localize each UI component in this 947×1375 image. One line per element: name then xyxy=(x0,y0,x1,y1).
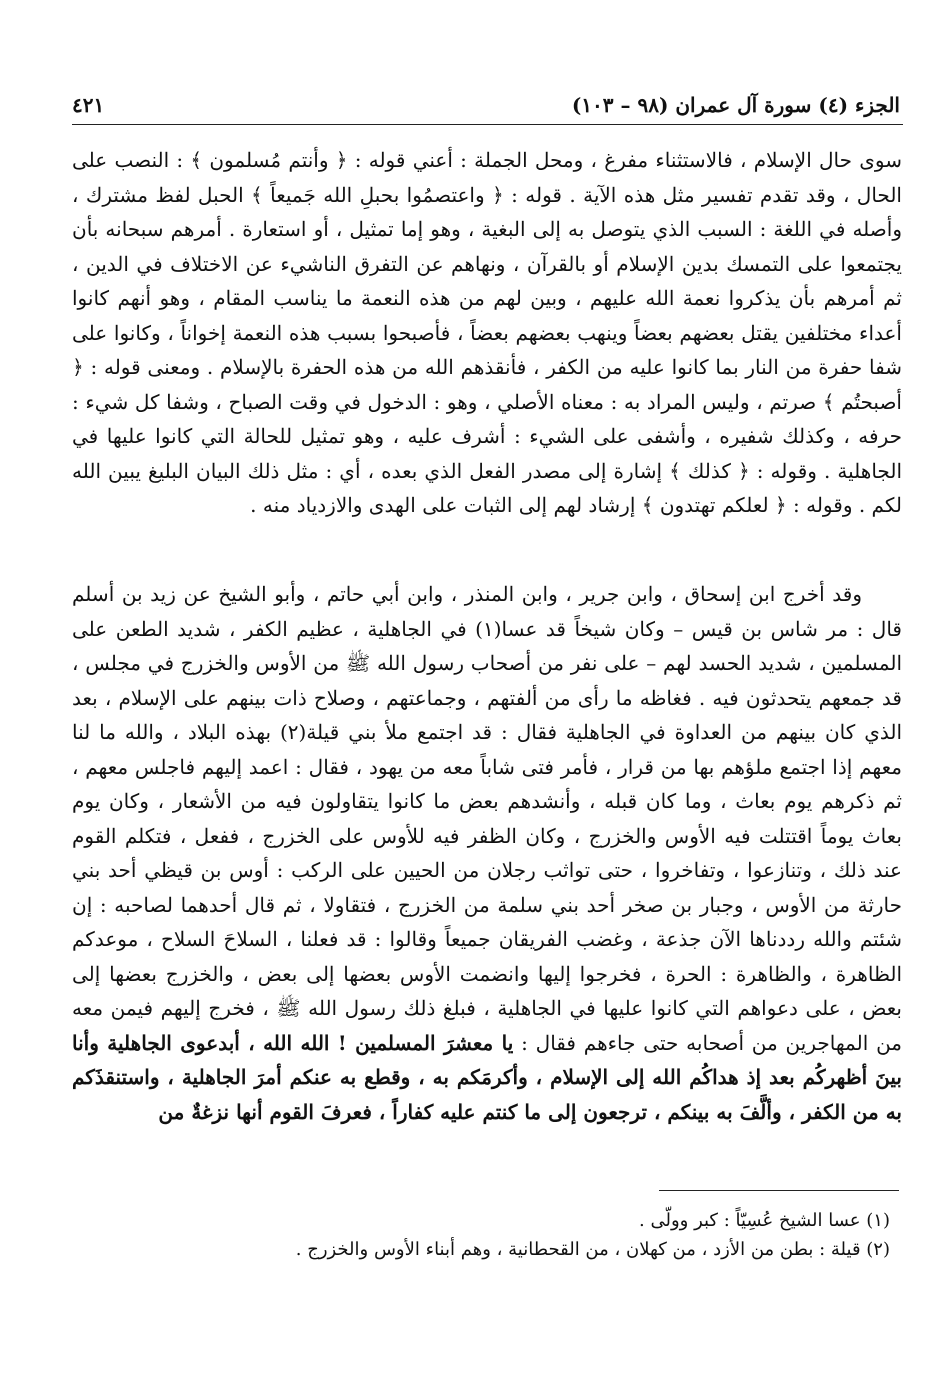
prophet-speech-bold: يا معشرَ المسلمين ! الله الله ، أبدعوى الجاهلية وأنا بينَ أظهركُم بعد إذ هداكُم الله إلى الإسلام ، وأكرمَكم به ، وقطع به عنكم أمرَ الجاهلية ، واستنقذَكم به من الكفر ، وألَّفَ به بينكم ، ترجعون إلى ما كنتم عليه كفاراً ، فعرفَ القوم أنها نزغةٌ من xyxy=(72,1030,902,1124)
footnotes xyxy=(72,1206,890,1264)
footnote-divider xyxy=(659,1190,899,1191)
paragraph-2-text: وقد أخرج ابن إسحاق ، وابن جرير ، وابن المنذر ، وابن أبي حاتم ، وأبو الشيخ عن زيد بن أسلم قال : مر شاس بن قيس – وكان شيخاً قد عسا(١) في الجاهلية ، عظيم الكفر ، شديد الطعن على المسلمين ، شديد الحسد لهم – على نفر من أصحاب رسول الله ﷺ من الأوس والخزرج في مجلس ، قد جمعهم يتحدثون فيه . فغاظه ما رأى من ألفتهم ، وجماعتهم ، وصلاح ذات بينهم على الإسلام ، بعد الذي كان بينهم من العداوة في الجاهلية فقال : قد اجتمع ملأ بني قيلة(٢) بهذه البلاد ، والله ما لنا معهم إذا اجتمع ملؤهم بها من قرار ، فأمر فتى شاباً معه من يهود ، فقال : اعمد إليهم فاجلس معهم ، ثم ذكرهم يوم بعاث ، وما كان قبله ، وأنشدهم بعض ما كانوا يتقاولون فيه من الأشعار ، وكان يوم بعاث يوماً اقتتلت فيه الأوس والخزرج ، وكان الظفر فيه للأوس على الخزرج ، ففعل ، فتكلم القوم عند ذلك ، وتنازعوا ، وتفاخروا ، حتى تواثب رجلان من الحيين على الركب : أوس بن قيظي أحد بني حارثة من الأوس ، وجبار بن صخر أحد بني سلمة من الخزرج ، فتقاولا ، ثم قال أحدهما لصاحبه : إن شئتم والله رددناها الآن جذعة ، وغضب الفريقان جميعاً وقالوا : قد فعلنا ، السلاحَ السلاح ، موعدكم الظاهرة ، والظاهرة : الحرة ، فخرجوا إليها وانضمت الأوس بعضها إلى بعض ، والخزرج بعضها إلى بعض ، على دعواهم التي كانوا عليها في الجاهلية ، فبلغ ذلك رسول الله ﷺ ، فخرج إليهم فيمن معه من المهاجرين من أصحابه حتى جاءهم فقال : xyxy=(72,582,903,1055)
running-head-title: الجزء (٤) سورة آل عمران (٩٨ – ١٠٣) xyxy=(571,93,900,117)
body-paragraph-2 xyxy=(72,577,902,1129)
footnote-1: (١) عسا الشيخ عُسِيّاً : كبر وولّى . xyxy=(639,1210,890,1231)
header-divider xyxy=(72,124,903,125)
body-paragraph-1: سوى حال الإسلام ، فالاستثناء مفرغ ، ومحل الجملة : أعني قوله : ﴿ وأنتم مُسلمون ﴾ : النصب على الحال ، وقد تقدم تفسير مثل هذه الآية . قوله : ﴿ واعتصمُوا بحبلِ الله جَميعاً ﴾ الحبل لفظ مشترك ، وأصله في اللغة : السبب الذي يتوصل به إلى البغية ، وهو إما تمثيل ، أو استعارة . أمرهم سبحانه بأن يجتمعوا على التمسك بدين الإسلام أو بالقرآن ، ونهاهم عن التفرق الناشيء عن الاختلاف في الدين ، ثم أمرهم بأن يذكروا نعمة الله عليهم ، وبين لهم من هذه النعمة ما يناسب المقام ، وهو أنهم كانوا أعداء مختلفين يقتل بعضهم بعضاً وينهب بعضهم بعضاً ، فأصبحوا بسبب هذه النعمة إخواناً ، وكانوا على شفا حفرة من النار بما كانوا عليه من الكفر ، فأنقذهم الله من هذه الحفرة بالإسلام . ومعنى قوله : ﴿ أصبحتُم ﴾ صرتم ، وليس المراد به : معناه الأصلي ، وهو : الدخول في وقت الصباح ، وشفا كل شيء : حرفه ، وكذلك شفيره ، وأشفى على الشيء : أشرف عليه ، وهو تمثيل للحالة التي كانوا عليها في الجاهلية . وقوله : ﴿ كذلك ﴾ إشارة إلى مصدر الفعل الذي بعده ، أي : مثل ذلك البيان البليغ يبين الله لكم . وقوله : ﴿ لعلكم تهتدون ﴾ إرشاد لهم إلى الثبات على الهدى والازدياد منه . xyxy=(72,148,902,517)
page-number: ٤٢١ xyxy=(72,93,105,117)
footnote-2: (٢) قيلة : بطن من الأزد ، من كهلان ، من القحطانية ، وهم أبناء الأوس والخزرج . xyxy=(295,1239,890,1260)
page-header xyxy=(72,92,900,118)
